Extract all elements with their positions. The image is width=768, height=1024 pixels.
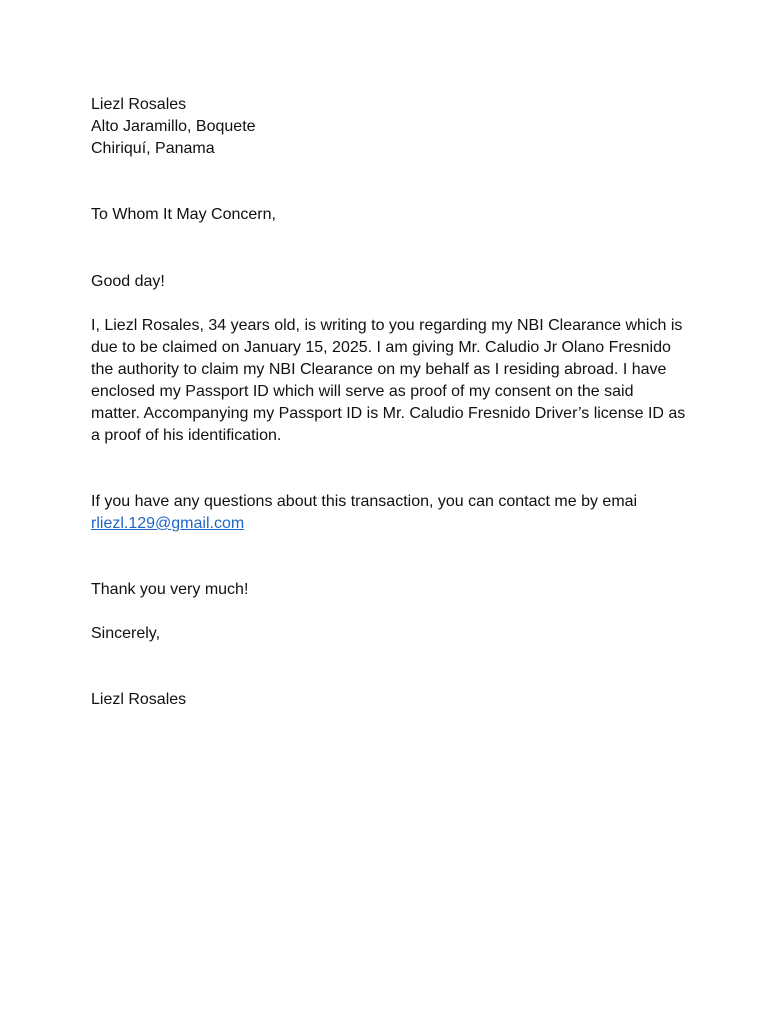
- thanks-paragraph: [91, 579, 683, 601]
- greeting: [91, 271, 683, 293]
- body-line: I, Liezl Rosales, 34 years old, is writing to you regarding my NBI Clearance which is: [91, 317, 683, 334]
- body-line: matter. Accompanying my Passport ID is Mr. Caludio Fresnido Driver’s license ID as: [91, 405, 686, 422]
- body-line: the authority to claim my NBI Clearance on my behalf as I residing abroad. I have: [91, 361, 667, 378]
- salutation: [91, 204, 683, 226]
- contact-paragraph: [91, 491, 683, 535]
- contact-text: If you have any questions about this transaction, you can contact me by emai: [91, 493, 638, 510]
- letter-body: [91, 94, 686, 711]
- signature-block: [91, 689, 683, 711]
- body-line: a proof of his identification.: [91, 427, 282, 444]
- closing-text: Sincerely,: [91, 625, 161, 642]
- closing-paragraph: [91, 623, 683, 645]
- body-line: due to be claimed on January 15, 2025. I am giving Mr. Caludio Jr Olano Fresnido: [91, 339, 671, 356]
- sender-address-line-2: Chiriquí, Panama: [91, 140, 215, 157]
- body-line: enclosed my Passport ID which will serve as proof of my consent on the said: [91, 383, 634, 400]
- signature-name: Liezl Rosales: [91, 691, 187, 708]
- salutation-text: To Whom It May Concern,: [91, 206, 276, 223]
- sender-address: [91, 94, 683, 160]
- sender-address-line-1: Alto Jaramillo, Boquete: [91, 118, 256, 135]
- email-link[interactable]: rliezl.129@gmail.com: [91, 515, 245, 532]
- greeting-text: Good day!: [91, 273, 165, 290]
- body-paragraph: [91, 315, 686, 447]
- sender-name: Liezl Rosales: [91, 96, 187, 113]
- thanks-text: Thank you very much!: [91, 581, 249, 598]
